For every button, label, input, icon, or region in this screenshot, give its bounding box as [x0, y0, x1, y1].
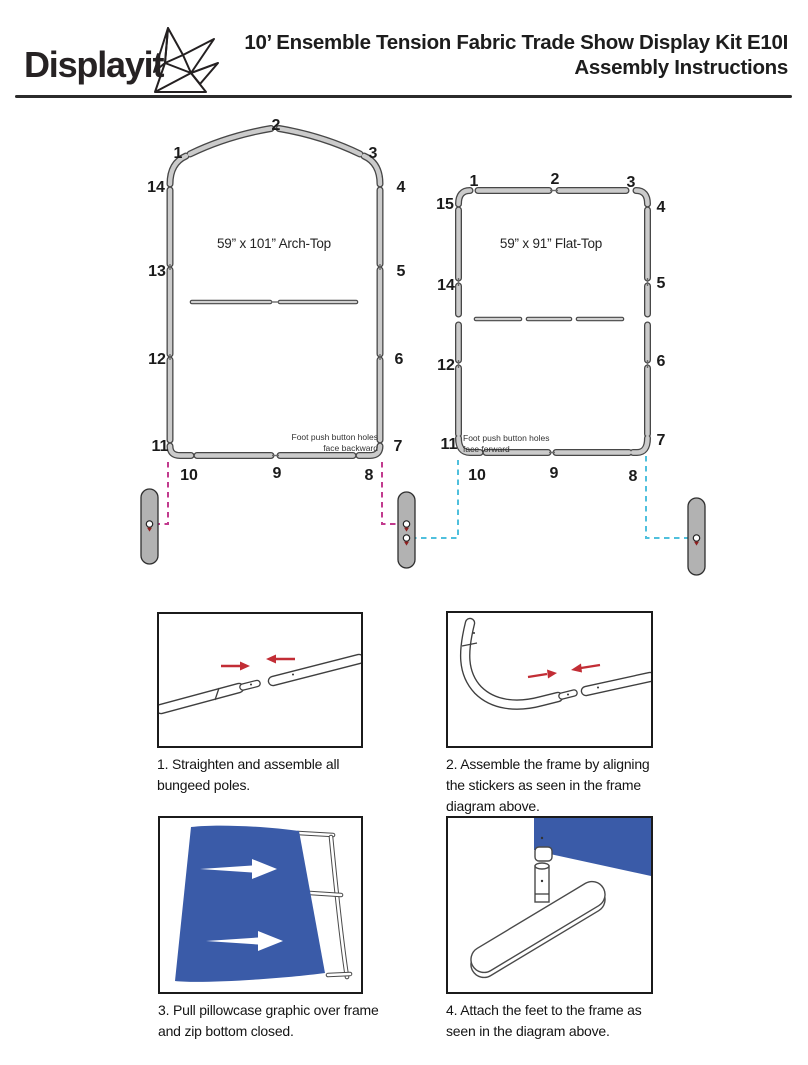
step-4-caption-line-1: 4. Attach the feet to the frame as: [446, 1002, 642, 1018]
flat-dimension-label: 59” x 91” Flat-Top: [499, 236, 603, 251]
flat-label-7: 7: [656, 432, 666, 449]
arch-label-2: 2: [271, 117, 281, 134]
title-line-1: 10’ Ensemble Tension Fabric Trade Show Display Kit E10I: [244, 31, 788, 54]
flat-note-line-2: face forward: [463, 444, 510, 454]
right-foot: [688, 498, 705, 575]
arch-dimension-label: 59” x 101” Arch-Top: [216, 236, 332, 251]
step-3-graphic-pull-drawing: [160, 818, 361, 992]
step-2-frame-assembly-drawing: [448, 613, 651, 746]
arch-label-4: 4: [396, 179, 406, 196]
document-title: [244, 30, 788, 80]
arch-label-8: 8: [364, 467, 374, 484]
step-2-illustration-panel: [446, 611, 653, 748]
displayit-logo-icon: [146, 26, 222, 98]
flat-label-2: 2: [550, 171, 560, 188]
step-2-caption-line-2: the stickers as seen in the frame: [446, 777, 641, 793]
step-3-caption-line-1: 3. Pull pillowcase graphic over frame: [158, 1002, 379, 1018]
flat-label-4: 4: [656, 199, 666, 216]
step-2-caption-line-3: diagram above.: [446, 798, 540, 814]
flat-note-line-1: Foot push button holes: [463, 433, 550, 443]
flat-label-15: 15: [436, 196, 454, 213]
step-4-foot-attachment-drawing: [448, 818, 651, 992]
step-1-illustration-panel: [157, 612, 363, 748]
arch-top-frame: [170, 129, 380, 456]
push-together-arrows: [528, 664, 600, 679]
step-4-caption: [446, 1000, 696, 1042]
left-foot: [141, 489, 158, 564]
frame-diagrams: [0, 100, 808, 605]
flat-label-14: 14: [437, 277, 455, 294]
arch-foot-note: [292, 432, 379, 453]
step-1-pole-assembly-drawing: [159, 614, 361, 746]
step-1-caption: [157, 754, 407, 796]
flat-label-10: 10: [468, 467, 486, 484]
arch-label-14: 14: [147, 179, 165, 196]
step-3-illustration-panel: [158, 816, 363, 994]
flat-label-3: 3: [626, 174, 636, 191]
pillowcase-fabric: [175, 826, 325, 982]
flat-label-6: 6: [656, 353, 666, 370]
arch-label-6: 6: [394, 351, 404, 368]
flat-label-11: 11: [440, 436, 458, 453]
step-4-illustration-panel: [446, 816, 653, 994]
step-2-caption-line-1: 2. Assemble the frame by aligning: [446, 756, 650, 772]
arch-label-9: 9: [272, 465, 282, 482]
step-3-caption: [158, 1000, 408, 1042]
arch-label-10: 10: [180, 467, 198, 484]
flat-label-12: 12: [437, 357, 455, 374]
arch-note-line-2: face backward: [323, 443, 378, 453]
arch-label-1: 1: [173, 145, 183, 162]
arch-label-11: 11: [151, 438, 169, 455]
frame-socket-stub: [535, 847, 552, 861]
step-4-caption-line-2: seen in the diagram above.: [446, 1023, 610, 1039]
step-2-caption: [446, 754, 696, 817]
arch-joint-labels: [147, 117, 405, 484]
flat-label-8: 8: [628, 468, 638, 485]
arch-label-13: 13: [148, 263, 166, 280]
display-foot: [466, 863, 610, 982]
arch-label-7: 7: [393, 438, 403, 455]
step-1-caption-line-1: 1. Straighten and assemble all: [157, 756, 340, 772]
arch-label-12: 12: [148, 351, 166, 368]
step-3-caption-line-2: and zip bottom closed.: [158, 1023, 294, 1039]
arch-label-3: 3: [368, 145, 378, 162]
flat-label-1: 1: [469, 173, 479, 190]
flat-label-9: 9: [549, 465, 559, 482]
brand-logo-text: Displayit: [24, 44, 164, 85]
flat-label-5: 5: [656, 275, 666, 292]
push-together-arrows: [221, 655, 295, 671]
flat-top-frame: [459, 191, 648, 453]
display-corner: [534, 818, 651, 876]
arch-note-line-1: Foot push button holes: [291, 432, 378, 442]
title-line-2: Assembly Instructions: [574, 56, 788, 79]
header-divider: [15, 95, 792, 98]
arch-label-5: 5: [396, 263, 406, 280]
step-1-caption-line-2: bungeed poles.: [157, 777, 250, 793]
middle-foot: [398, 492, 415, 568]
